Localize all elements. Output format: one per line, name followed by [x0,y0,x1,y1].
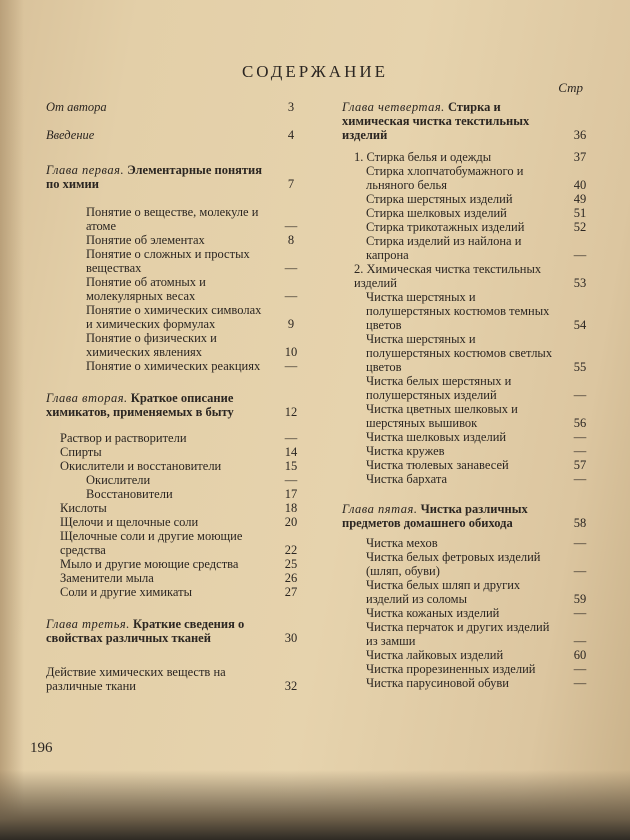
toc-page-number: — [573,536,587,550]
toc-entry-title [60,585,308,599]
entry-text: Стирка и химическая чистка текстильных изделий [342,100,530,142]
entry-text: Спирты [60,445,102,459]
entry-text: Чистка тюлевых занавесей [366,458,509,472]
toc-entry [46,431,308,445]
entry-text: Щелочные соли и другие моющие средства [60,529,243,557]
toc-page-number: 59 [573,592,587,606]
toc-page-number: — [284,431,298,445]
toc-page-number: 26 [284,571,298,585]
toc-entry-title [46,617,308,645]
toc-entry [46,571,308,585]
toc-chapter-entry [46,617,308,645]
entry-text: Окислители и восстановители [60,459,222,473]
toc-entry-title [60,501,308,515]
entry-text: Чистка перчаток и других изделий из замши [366,620,550,648]
toc-entry [342,164,597,192]
page-left-shadow [0,0,24,840]
toc-entry-title [342,100,597,142]
toc-entry-title [342,502,597,530]
toc-page-number: 37 [573,150,587,164]
entry-text: Понятие об атомных и молекулярных весах [86,275,206,303]
toc-entry [342,648,597,662]
toc-page-number: 8 [287,233,295,247]
toc-entry [342,206,597,220]
toc-page-number: 15 [284,459,298,473]
toc-entry-title [46,100,308,114]
entry-text: Понятие об элементах [86,233,205,247]
toc-entry [342,150,597,164]
toc-entry [46,665,308,693]
toc-entry [46,515,308,529]
toc-entry [46,303,308,331]
toc-page-number: 25 [284,557,298,571]
toc-entry [342,444,597,458]
toc-entry [342,430,597,444]
entry-text: Чистка бархата [366,472,448,486]
entry-text: Чистка кожаных изделий [366,606,500,620]
toc-page-number: 18 [284,501,298,515]
entry-text: Чистка мехов [366,536,438,550]
folio-number: 196 [30,740,53,756]
toc-page-number: 17 [284,487,298,501]
toc-page-number: 22 [284,543,298,557]
entry-text: Кислоты [60,501,107,515]
toc-right-column [342,100,597,690]
toc-entry [46,359,308,373]
entry-text: Чистка различных предметов домашнего обихода [342,502,528,530]
toc-entry [342,676,597,690]
toc-page-number: 20 [284,515,298,529]
toc-entry [342,550,597,578]
toc-entry [46,501,308,515]
toc-entry [342,606,597,620]
toc-entry [46,585,308,599]
toc-chapter-entry [342,100,597,142]
entry-text: Чистка шерстяных и полушерстяных костюмов темных цветов [366,290,550,332]
entry-text: Краткие сведения о свойствах различных тканей [46,617,245,645]
toc-page-number: — [573,248,587,262]
toc-page-number: — [573,388,587,402]
toc-page-number: 36 [573,128,587,142]
toc-page-number: — [573,444,587,458]
toc-page-number: — [284,473,298,487]
toc-page-number: 7 [287,177,295,191]
toc-page-number: 14 [284,445,298,459]
page-bottom-shadow [0,770,630,840]
toc-page-number: 52 [573,220,587,234]
entry-text: 2. Химическая чистка текстильных изделий [354,262,542,290]
entry-text: Элементарные понятия по химии [46,163,263,191]
toc-entry [342,220,597,234]
entry-text: Чистка белых шляп и других изделий из соломы [366,578,521,606]
toc-page-number: 53 [573,276,587,290]
toc-page-number: — [284,219,298,233]
toc-entry [342,662,597,676]
entry-text: Чистка шерстяных и полушерстяных костюмов светлых цветов [366,332,553,374]
toc-page-number: 51 [573,206,587,220]
toc-entry [46,459,308,473]
entry-text: Стирка изделий из найлона и капрона [366,234,522,262]
page-number-column-label: Стр [558,80,583,95]
toc-page-number: 57 [573,458,587,472]
chapter-number: Глава первая. [46,163,125,177]
entry-text: Стирка трикотажных изделий [366,220,525,234]
toc-entry [342,472,597,486]
toc-entry [46,128,308,142]
entry-text: Чистка белых шерстяных и полушерстяных изделий [366,374,512,402]
chapter-number: Глава третья. [46,617,130,631]
entry-text: Раствор и растворители [60,431,187,445]
toc-entry-title [60,571,308,585]
toc-entry-title [46,128,308,142]
toc-entry-title [60,431,308,445]
toc-entry [46,487,308,501]
toc-page-number: — [573,606,587,620]
chapter-number: Глава четвертая. [342,100,445,114]
entry-text: Чистка прорезиненных изделий [366,662,536,676]
toc-entry [46,205,308,233]
entry-text: Заменители мыла [60,571,154,585]
toc-page-number: 60 [573,648,587,662]
entry-text: Чистка шелковых изделий [366,430,507,444]
toc-entry-title [60,557,308,571]
toc-entry-title [46,391,308,419]
entry-text: Окислители [86,473,151,487]
toc-entry [46,331,308,359]
chapter-number: Глава пятая. [342,502,418,516]
entry-text: Чистка кружев [366,444,445,458]
toc-left-column [46,100,308,693]
toc-entry-title [60,445,308,459]
toc-entry-title [354,150,597,164]
toc-entry [342,458,597,472]
toc-page-number: 10 [284,345,298,359]
toc-chapter-entry [46,391,308,419]
toc-entry-title [46,665,308,693]
entry-text: Понятие о сложных и простых веществах [86,247,250,275]
entry-text: Понятие о химических символах и химических формулах [86,303,262,331]
toc-page-number: — [573,564,587,578]
toc-entry [342,620,597,648]
toc-page-number: 27 [284,585,298,599]
toc-page-number: 54 [573,318,587,332]
toc-page-number: — [573,662,587,676]
toc-entry [342,536,597,550]
entry-text: Стирка шелковых изделий [366,206,507,220]
entry-text: Краткое описание химикатов, применяемых в быту [46,391,234,419]
toc-entry-title [60,459,308,473]
entry-text: Стирка хлопчатобумажного и льняного белья [366,164,524,192]
entry-text: Чистка цветных шелковых и шерстяных вышивок [366,402,518,430]
toc-entry [342,578,597,606]
toc-entry [342,290,597,332]
toc-page-number: — [573,634,587,648]
entry-text: Чистка белых фетровых изделий (шляп, обуви) [366,550,541,578]
entry-text: Щелочи и щелочные соли [60,515,199,529]
toc-page-number: — [573,676,587,690]
toc-entry [342,332,597,374]
entry-text: От автора [46,100,107,114]
toc-entry-title [60,515,308,529]
toc-entry [46,247,308,275]
chapter-number: Глава вторая. [46,391,128,405]
toc-page-number: 40 [573,178,587,192]
toc-entry [46,445,308,459]
entry-text: Восстановители [86,487,173,501]
entry-text: Понятие о физических и химических явлениях [86,331,217,359]
toc-entry [46,233,308,247]
toc-page-number: — [284,359,298,373]
toc-page-number: 49 [573,192,587,206]
toc-entry-title [60,529,308,557]
page-title: СОДЕРЖАНИЕ [241,62,389,81]
toc-entry [46,529,308,557]
toc-page-number: 9 [287,317,295,331]
toc-page-number: — [284,261,298,275]
toc-page-number: 3 [287,100,295,114]
toc-entry [46,275,308,303]
toc-entry [342,192,597,206]
toc-page-number: 56 [573,416,587,430]
toc-page-number: 30 [284,631,298,645]
toc-entry [46,473,308,487]
toc-chapter-entry [342,502,597,530]
toc-page-number: — [573,472,587,486]
entry-text: Мыло и другие моющие средства [60,557,239,571]
toc-entry [342,402,597,430]
entry-text: Действие химических веществ на различные ткани [46,665,226,693]
entry-text: Введение [46,128,95,142]
toc-page-number: 58 [573,516,587,530]
toc-page-number: 32 [284,679,298,693]
toc-entry [46,557,308,571]
toc-entry-title [46,163,308,191]
toc-entry [342,374,597,402]
entry-text: Стирка шерстяных изделий [366,192,513,206]
toc-entry [342,262,597,290]
toc-entry-title [354,262,597,290]
toc-entry [342,234,597,262]
toc-chapter-entry [46,163,308,191]
toc-entry [46,100,308,114]
toc-page-number: 12 [284,405,298,419]
entry-text: Соли и другие химикаты [60,585,192,599]
toc-page-number: 55 [573,360,587,374]
entry-text: Понятие о веществе, молекуле и атоме [86,205,259,233]
entry-text: Чистка лайковых изделий [366,648,504,662]
toc-page-number: — [573,430,587,444]
toc-page-number: — [284,289,298,303]
entry-text: 1. Стирка белья и одежды [354,150,492,164]
entry-text: Понятие о химических реакциях [86,359,261,373]
toc-page-number: 4 [287,128,295,142]
entry-text: Чистка парусиновой обуви [366,676,509,690]
